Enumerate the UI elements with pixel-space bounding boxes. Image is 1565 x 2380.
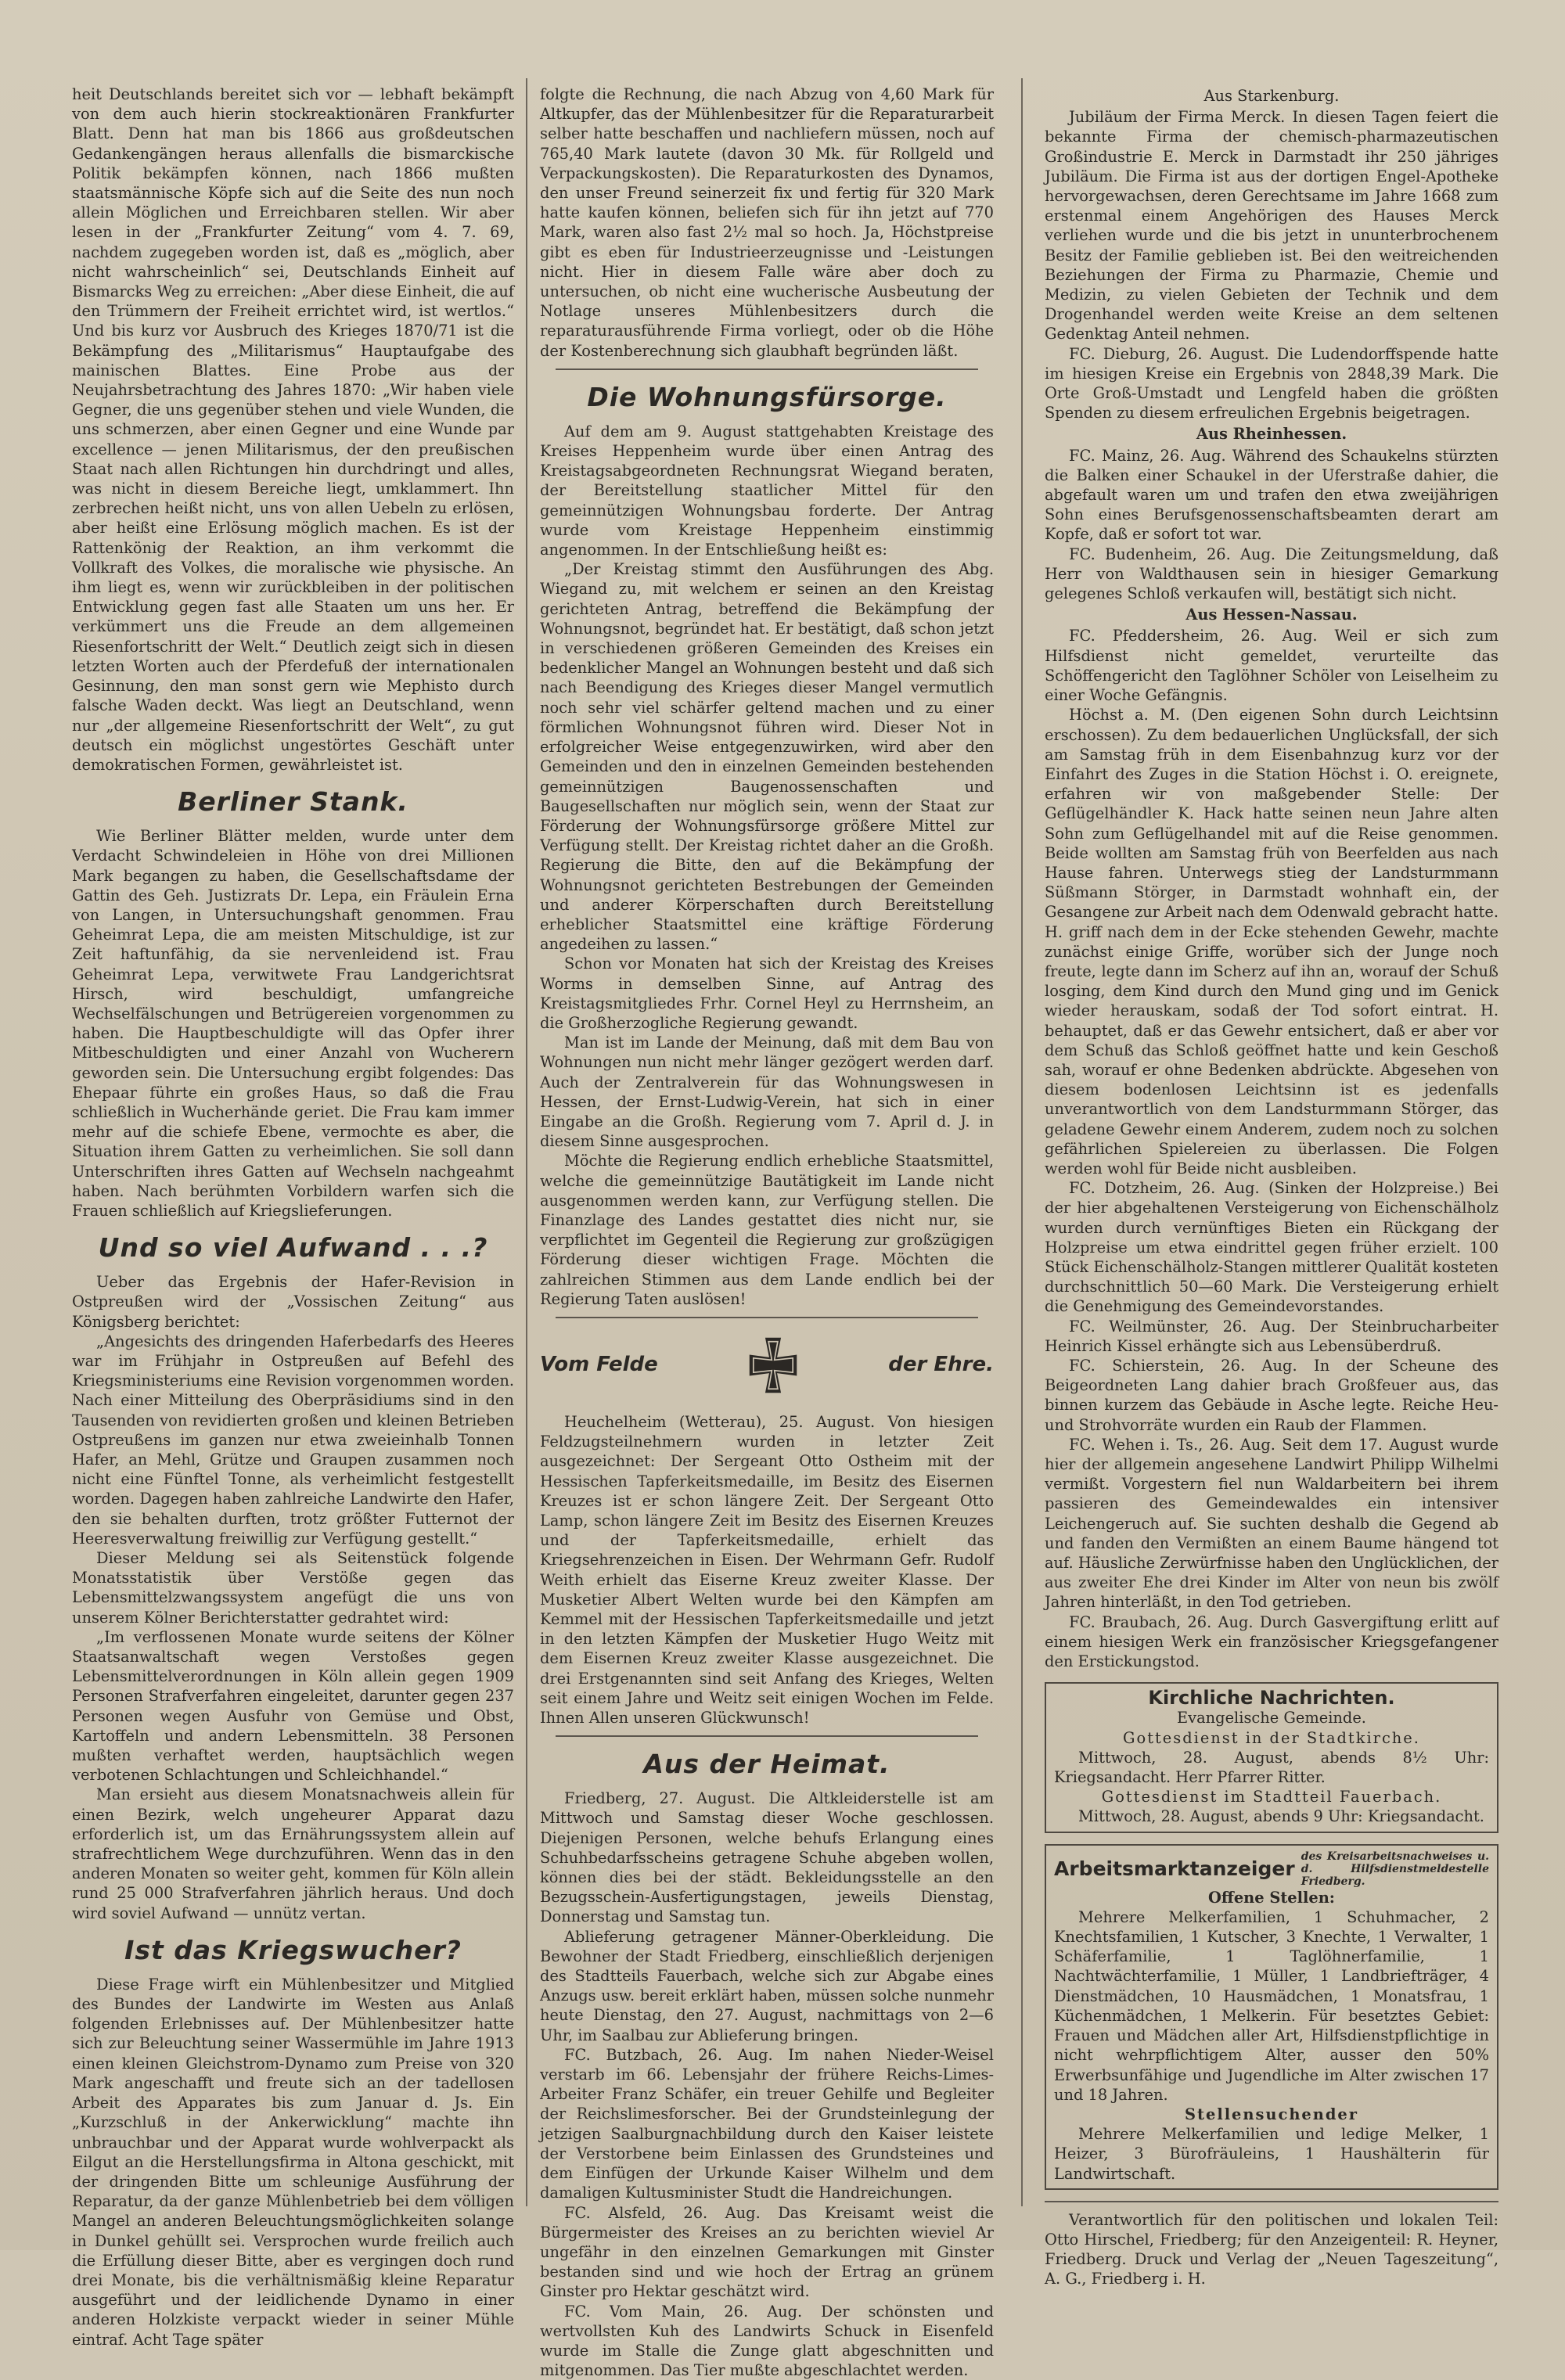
article-continuation: heit Deutschlands bereitet sich vor — lebhaft bekämpft von dem auch hierin stockreaktionären Frankfurter Blatt. Denn hat man bis 1866 aus großdeutschen Gedankengängen heraus allenfalls die bismarckische Politik bekämpfen können, nach 1866 mußten staatsmännische Köpfe sich auf die Seite des nun noch allein Möglichen und Erreichbaren stellen. Wir aber lesen in der „Frankfurter Zeitung“ vom 4. 7. 69, nachdem zugegeben worden ist, daß es „möglich, aber nicht wahrscheinlich“ sei, Deutschlands Einheit auf Bismarcks Weg zu erreichen: „Aber diese Einheit, die auf den Trümmern der Freiheit errichtet wird, ist wertlos.“ Und bis kurz vor Ausbruch des Krieges 1870/71 ist die Bekämpfung des „Militarismus“ Hauptaufgabe des mainischen Blattes. Eine Probe aus der Neujahrsbetrachtung des Jahres 1870: „Wir haben viele Gegner, die uns gegenüber stehen und viele Wunden, die uns schmerzen, aber einen Gegner und eine Wunde par excellence — jenen Militarismus, der den preußischen Staat nach allen Richtungen hin durchdringt und alles, was nicht in diesem Bereiche liegt, umklammert. Ihn zerbrechen heißt nicht, uns von allen Uebeln zu erlösen, aber heißt eine Erlösung möglich machen. Es ist der Rattenkönig der Reaktion, an ihm verkommt die Vollkraft des Volkes, die moralische wie physische. An ihm liegt es, wenn wir zurückbleiben in der politischen Entwicklung gegen fast alle Staaten um uns her. Er verkümmert uns die Freude an dem allgemeinen Riesenfortschritt der Welt.“ Deutlich zeigt sich in diesen letzten Worten auch der Pferdefuß der internationalen Gesinnung, den man sonst gern wie Mephisto durch falsche Waden deckt. Was liegt an Deutschland, wenn nur „der allgemeine Riesenfortschritt der Welt“, zu gut deutsch ein möglichst ungestörtes Geschäft unter demokratischen Formen, gewährleistet ist. bbox=[72, 85, 514, 774]
service-details: Mittwoch, 28. August, abends 8½ Uhr: Kriegsandacht. Herr Pfarrer Ritter. bbox=[1054, 1748, 1489, 1787]
article-continuation: folgte die Rechnung, die nach Abzug von 4,60 Mark für Altkupfer, das der Mühlenbesitzer für die Reparaturarbeit selber hatte beschaffen und nachliefern müssen, noch auf 765,40 Mark lautete (davon 30 Mk. für Rollgeld und Verpackungskosten). Die Reparaturkosten des Dynamos, den unser Freund seinerzeit fix und fertig für 320 Mark hatte kaufen können, beliefen sich für ihn jetzt auf 770 Mark, waren also fast 2½ mal so hoch. Ja, Höchstpreise gibt es eben für Industrieerzeugnisse und -Leistungen nicht. Hier in diesem Falle wäre aber doch zu untersuchen, ob nicht eine wucherische Ausbeutung der Notlage unseres Mühlenbesitzers durch die reparaturausführende Firma vorliegt, oder ob die Höhe der Kostenberechnung sich glaubhaft begründen läßt. bbox=[540, 85, 994, 360]
paragraph: Auf dem am 9. August stattgehabten Kreistage des Kreises Heppenheim wurde über einen Antrag des Kreistagsabgeordneten Rechnungsrat Wiegand beraten, der Bereitstellung staatlicher Mittel für den gemeinnützigen Wohnungsbau forderte. Der Antrag wurde vom Kreistage Heppenheim einstimmig angenommen. In der Entschließung heißt es: bbox=[540, 422, 994, 559]
paragraph: Heuchelheim (Wetterau), 25. August. Von hiesigen Feldzugsteilnehmern wurden in letzter Zeit ausgezeichnet: Der Sergeant Otto Ostheim mit der Hessischen Tapferkeitsmedaille, im Besitz des Eisernen Kreuzes ist er schon längere Zeit. Der Sergeant Otto Lamp, schon längere Zeit im Besitz des Eisernen Kreuzes und der Tapferkeitsmedaille, erhielt das Kriegsehrenzeichen in Eisen. Der Wehrmann Gefr. Rudolf Weith erhielt das Eiserne Kreuz zweiter Klasse. Der Musketier Albert Welten wurde bei den Kämpfen am Kemmel mit der Hessischen Tapferkeitsmedaille und jetzt in den letzten Kämpfen der Musketier Hugo Weitz mit dem Eisernen Kreuz zweiter Klasse ausgezeichnet. Die drei Erstgenannten sind seit Anfang des Krieges, Welten seit einem Jahre und Weitz seit einigen Wochen im Felde. Ihnen Allen unseren Glückwunsch! bbox=[540, 1412, 994, 1727]
job-seekers-title: Stellensuchender bbox=[1185, 2105, 1358, 2123]
column-rule bbox=[526, 78, 527, 2206]
job-market-subtitle: des Kreisarbeitsnachweises u. d. Hilfsdienstmeldestelle Friedberg. bbox=[1301, 1850, 1489, 1888]
paragraph: Man ersieht aus diesem Monatsnachweis allein für einen Bezirk, welch ungeheurer Apparat dazu erforderlich ist, um das Ernährungssystem allein auf strafrechtlichem Wege durchzuführen. Wenn das in den anderen Monaten so weiter geht, kommen für Köln allein rund 25 000 Strafverfahren jährlich heraus. Und doch wird soviel Aufwand — unnütz vertan. bbox=[72, 1785, 514, 1922]
divider bbox=[556, 369, 978, 370]
section-title-right: der Ehre. bbox=[888, 1353, 994, 1377]
headline-kriegswucher: Ist das Kriegswucher? bbox=[124, 1934, 462, 1965]
church-notices-box bbox=[1045, 1682, 1498, 1832]
paragraph: FC. Mainz, 26. Aug. Während des Schaukelns stürzten die Balken einer Schaukel in der Uferstraße dahier, die abgefault waren um und trafen den etwa zweijährigen Sohn eines Berufsgenossenschaftsbeamten derart am Kopfe, daß er sofort tot war. bbox=[1045, 446, 1498, 544]
open-positions-title: Offene Stellen: bbox=[1208, 1888, 1335, 1907]
paragraph: Höchst a. M. (Den eigenen Sohn durch Leichtsinn erschossen). Zu dem bedauerlichen Unglücksfall, der sich am Samstag früh in dem Eisenbahnzug kurz vor der Einfahrt des Zuges in die Station Höchst i. O. ereignete, erfahren wir von maßgebender Stelle: Der Geflügelhändler K. Hack hatte seinen neun Jahre alten Sohn zum Geflügelhandel mit auf die Reise genommen. Beide wollten am Samstag früh von Beerfelden aus nach Hause fahren. Unterwegs stieg der Landsturmmann Süßmann Störger, in Darmstadt wohnhaft ein, der Gesangene zur Arbeit nach dem Odenwald gebracht hatte. H. griff nach dem in der Ecke stehenden Gewehr, machte zunächst einige Griffe, worüber sich der Junge noch freute, legte dann im Scherz auf ihn an, worauf der Schuß losging, dem Kind durch den Mund ging und im Genick wieder herauskam, sodaß der Tod sofort eintrat. H. behauptet, daß er das Gewehr entsichert, daß er aber vor dem Schuß das Schloß geöffnet hatte und kein Geschoß sah, worauf er ohne Bedenken abdrückte. Abgesehen von diesem bodenlosen Leichtsinn ist es jedenfalls unverantwortlich von dem Landsturmmann Störger, das geladene Gewehr einem Anderem, zudem noch zu solchen gefährlichen Spielereien zu überlassen. Die Folgen werden wohl für Beide nicht ausbleiben. bbox=[1045, 706, 1498, 1177]
service-heading: Gottesdienst im Stadtteil Fauerbach. bbox=[1101, 1788, 1442, 1807]
paragraph: Ueber das Ergebnis der Hafer-Revision in Ostpreußen wird der „Vossischen Zeitung“ aus Königsberg berichtet: bbox=[72, 1273, 514, 1331]
church-notices-subtitle: Evangelische Gemeinde. bbox=[1177, 1709, 1366, 1727]
paragraph: Friedberg, 27. August. Die Altkleiderstelle ist am Mittwoch und Samstag dieser Woche geschlossen. Diejenigen Personen, welche behufs Erlangung eines Schuhbedarfsscheins getragene Schuhe abgeben wollen, können dies bei der städt. Bekleidungsstelle an den Bezugsschein-Ausfertigungstagen, jeweils Dienstag, Donnerstag und Samstag tun. bbox=[540, 1789, 994, 1926]
paragraph: Möchte die Regierung endlich erhebliche Staatsmittel, welche die gemeinnützige Bautätigkeit im Lande nicht ausgenommen werden kann, zur Verfügung stellen. Die Finanzlage des Landes gestattet dies nicht nur, sie verpflichtet im Gegenteil die Regierung zur großzügigen Förderung dieser wichtigen Frage. Möchten die zahlreichen Stimmen aus dem Lande endlich bei der Regierung Taten auslösen! bbox=[540, 1152, 994, 1308]
headline-aufwand: Und so viel Aufwand . . .? bbox=[98, 1232, 488, 1264]
paragraph: Schon vor Monaten hat sich der Kreistag des Kreises Worms in demselben Sinne, auf Antrag des Kreistagsmitgliedes Frhr. Cornel Heyl zu Herrnsheim, an die Großherzogliche Regierung gewandt. bbox=[540, 955, 994, 1032]
job-market-box bbox=[1045, 1844, 1498, 2190]
paragraph: FC. Weilmünster, 26. Aug. Der Steinbrucharbeiter Heinrich Kissel erhängte sich aus Lebensüberdruß. bbox=[1045, 1317, 1498, 1355]
column-rule bbox=[1021, 78, 1023, 2206]
open-positions-list: Mehrere Melkerfamilien, 1 Schuhmacher, 2 Knechtsfamilien, 1 Kutscher, 3 Knechte, 1 Verwalter, 1 Schäferfamilie, 1 Taglöhnerfamilie, 1 Nachtwächterfamilie, 1 Müller, 1 Landbriefträger, 4 Dienstmädchen, 10 Hausmädchen, 1 Monatsfrau, 1 Küchenmädchen, 1 Melkerin. Für besetztes Gebiet: Frauen und Mädchen aller Art, Hilfsdienstpflichtige in nicht wehrpflichtigem Alter, ausser den 50% Erwerbsunfähige und Jugendliche im Alter zwischen 17 und 18 Jahren. bbox=[1054, 1907, 1489, 2104]
iron-cross-icon bbox=[740, 1332, 806, 1398]
paragraph: FC. Alsfeld, 26. Aug. Das Kreisamt weist die Bürgermeister des Kreises an zu berichten wieviel Ar ungefähr in den einzelnen Gemarkungen mit Ginster bestanden sind und wie hoch der Ertrag an grünem Ginster pro Hektar geschätzt wird. bbox=[540, 2203, 994, 2301]
job-seekers-list: Mehrere Melkerfamilien und ledige Melker, 1 Heizer, 3 Bürofräuleins, 1 Haushälterin für Landwirtschaft. bbox=[1054, 2125, 1489, 2183]
paragraph: „Der Kreistag stimmt den Ausführungen des Abg. Wiegand zu, mit welchem er seinen an den Kreistag gerichteten Antrag, betreffend die Bekämpfung der Wohnungsnot, begründet hat. Er bestätigt, daß schon jetzt in verschiedenen größeren Gemeinden des Kreises ein bedenklicher Mangel an Wohnungen besteht und daß sich nach Beendigung des Krieges dieser Mangel vermutlich noch sehr viel schärfer geltend machen und zu einer förmlichen Wohnungsnot führen wird. Dieser Not in erfolgreicher Weise entgegenzuwirken, wird aber den Gemeinden und den in einzelnen Gemeinden bestehenden gemeinnützigen Baugenossenschaften und Baugesellschaften nur möglich sein, wenn der Staat zur Förderung der Wohnungsfürsorge größere Mittel zur Verfügung stellt. Der Kreistag richtet daher an die Großh. Regierung die Bitte, den auf die Bekämpfung der Wohnungsnot gerichteten Bestrebungen der Gemeinden und anderer Körperschaften durch Bereitstellung erheblicher Staatsmittel eine kräftige Förderung angedeihen zu lassen.“ bbox=[540, 560, 994, 954]
service-details: Mittwoch, 28. August, abends 9 Uhr: Kriegsandacht. bbox=[1078, 1807, 1484, 1826]
paragraph: FC. Vom Main, 26. Aug. Der schönsten und wertvollsten Kuh des Landwirts Schuck in Eisenfeld wurde im Stalle die Zunge glatt abgeschnitten und mitgenommen. Das Tier mußte abgeschlachtet werden. bbox=[540, 2302, 994, 2380]
section-header-felde bbox=[540, 1332, 994, 1398]
column-left bbox=[72, 84, 514, 2349]
job-market-title: Arbeitsmarktanzeiger bbox=[1054, 1857, 1295, 1881]
paragraph: Ablieferung getragener Männer-Oberkleidung. Die Bewohner der Stadt Friedberg, einschließlich derjenigen des Stadtteils Fauerbach, welche sich zur Abgabe eines Anzugs usw. bereit erklärt haben, müssen solche nunmehr heute Dienstag, den 27. August, nachmittags von 2—6 Uhr, im Saalbau zur Ablieferung bringen. bbox=[540, 1927, 994, 2044]
job-market-header bbox=[1054, 1850, 1489, 1888]
subheading-starkenburg: Aus Starkenburg. bbox=[1203, 87, 1340, 105]
paragraph: FC. Dotzheim, 26. Aug. (Sinken der Holzpreise.) Bei der hier abgehaltenen Versteigerung von Eichenschälholz wurden durch vernünftiges Bieten ein Rückgang der Holzpreise um etwa eindrittel gegen früher erzielt. 100 Stück Eichenschälholz-Stangen mittlerer Qualität kosteten durchschnittlich 50—60 Mark. Die Versteigerung erhielt die Genehmigung des Gemeindevorstandes. bbox=[1045, 1179, 1498, 1316]
paragraph: Dieser Meldung sei als Seitenstück folgende Monatsstatistik über Verstöße gegen das Lebensmittelzwangssystem angefügt die uns von unserem Kölner Berichterstatter gedrahtet wird: bbox=[72, 1549, 514, 1627]
paragraph: FC. Budenheim, 26. Aug. Die Zeitungsmeldung, daß Herr von Waldthausen sein in hiesiger Gemarkung gelegenes Schloß verkaufen will, bestätigt sich nicht. bbox=[1045, 545, 1498, 603]
divider bbox=[556, 1317, 978, 1318]
divider bbox=[1045, 2201, 1498, 2202]
column-middle bbox=[540, 84, 994, 2380]
church-notices-title: Kirchliche Nachrichten. bbox=[1148, 1687, 1395, 1710]
paragraph: FC. Wehen i. Ts., 26. Aug. Seit dem 17. August wurde hier der allgemein angesehene Landwirt Philipp Wilhelmi vermißt. Vorgestern fiel nun Waldarbeitern bei ihrem passieren des Gemeindewaldes ein intensiver Leichengeruch auf. Sie suchten deshalb die Gegend ab und fanden den Vermißten an einem Baume hängend tot auf. Häusliche Zerwürfnisse haben den Unglücklichen, der aus zweiter Ehe drei Kinder im Alter von neun bis zwölf Jahren hinterläßt, in den Tod getrieben. bbox=[1045, 1435, 1499, 1612]
subheading-rheinhessen: Aus Rheinhessen. bbox=[1196, 425, 1347, 444]
paragraph: FC. Dieburg, 26. August. Die Ludendorffspende hatte im hiesigen Kreise ein Ergebnis von 2848,39 Mark. Die Orte Groß-Umstadt und Lengfeld haben die größten Spenden zu diesem erfreulichen Ergebnis beigetragen. bbox=[1045, 344, 1498, 422]
service-heading: Gottesdienst in der Stadtkirche. bbox=[1123, 1728, 1420, 1747]
paragraph: FC. Schierstein, 26. Aug. In der Scheune des Beigeordneten Lang dahier brach Großfeuer aus, das binnen kurzem das Gebäude in Asche legte. Reiche Heu- und Strohvorräte wurden ein Raub der Flammen. bbox=[1045, 1357, 1498, 1434]
paragraph: FC. Pfeddersheim, 26. Aug. Weil er sich zum Hilfsdienst nicht gemeldet, verurteilte das Schöffengericht den Taglöhner Schöler von Leiselheim zu einer Woche Gefängnis. bbox=[1045, 627, 1498, 705]
column-right bbox=[1045, 84, 1499, 2288]
paragraph: „Angesichts des dringenden Haferbedarfs des Heeres war im Frühjahr in Ostpreußen auf Befehl des Kriegsministeriums eine Revision vorgenommen worden. Nach einer Mitteilung des Oberpräsidiums sind in den Tausenden von revidierten großen und kleinen Betrieben Ostpreußens im ganzen nur etwa zweieinhalb Tonnen Hafer, an Mehl, Grütze und Graupen zusammen noch nicht eine Fünftel Tonne, als verheimlicht festgestellt worden. Dagegen haben zahlreiche Landwirte den Hafer, den sie behalten durften, trotz größter Futternot der Heeresverwaltung freiwillig zur Verfügung gestellt.“ bbox=[72, 1332, 514, 1548]
paragraph: FC. Braubach, 26. Aug. Durch Gasvergiftung erlitt auf einem hiesigen Werk ein französischer Kriegsgefangener den Erstickungstod. bbox=[1045, 1612, 1498, 1671]
paragraph: Jubiläum der Firma Merck. In diesen Tagen feiert die bekannte Firma der chemisch-pharmazeutischen Großindustrie E. Merck in Darmstadt ihr 250 jähriges Jubiläum. Die Firma ist aus der dortigen Engel-Apotheke hervorgewachsen, deren Gerechtsame im Jahre 1668 zum erstenmal einem Angehörigen des Hauses Merck verliehen wurde und die bis jetzt in ununterbrochenem Besitz der Familie geblieben ist. Bei den weitreichenden Beziehungen der Firma zu Pharmazie, Chemie und Medizin, zu vielen Gebieten der Technik und dem Drogenhandel werden weite Kreise an dem seltenen Gedenktag Anteil nehmen. bbox=[1045, 108, 1498, 343]
imprint: Verantwortlich für den politischen und lokalen Teil: Otto Hirschel, Friedberg; für den Anzeigenteil: R. Heyner, Friedberg. Druck und Verlag der „Neuen Tageszeitung“, A. G., Friedberg i. H. bbox=[1045, 2210, 1498, 2288]
divider bbox=[556, 1735, 978, 1737]
paragraph: Man ist im Lande der Meinung, daß mit dem Bau von Wohnungen nun nicht mehr länger gezögert werden darf. Auch der Zentralverein für das Wohnungswesen in Hessen, der Ernst-Ludwig-Verein, hat sich in einer Eingabe an die Großh. Regierung vom 7. April d. J. in diesem Sinne ausgesprochen. bbox=[540, 1034, 994, 1151]
subheading-hessen-nassau: Aus Hessen-Nassau. bbox=[1185, 606, 1358, 624]
headline-berliner-stank: Berliner Stank. bbox=[178, 786, 408, 818]
paragraph: „Im verflossenen Monate wurde seitens der Kölner Staatsanwaltschaft wegen Verstoßes gegen Lebensmittelverordnungen in Köln allein gegen 1909 Personen Strafverfahren eingeleitet, darunter gegen 237 Personen wegen Ausfuhr von Gemüse und Obst, Kartoffeln und andern Lebensmitteln. 38 Personen mußten verhaftet werden, hauptsächlich wegen verbotenen Schlachtungen und Schleichhandel.“ bbox=[72, 1627, 514, 1785]
paragraph: FC. Butzbach, 26. Aug. Im nahen Nieder-Weisel verstarb im 66. Lebensjahr der frühere Reichs-Limes-Arbeiter Franz Schäfer, ein treuer Gehilfe und Begleiter der Reichslimesforscher. Bei der Grundsteinlegung der jetzigen Saalburgnachbildung durch den Kaiser leistete der Verstorbene beim Einlassen des Grundsteines und dem Einfügen der Urkunde Kaiser Wilhelm und dem damaligen Kultusminister Studt die Handreichungen. bbox=[540, 2045, 994, 2202]
paragraph: Diese Frage wirft ein Mühlenbesitzer und Mitglied des Bundes der Landwirte im Westen aus Anlaß folgenden Erlebnisses auf. Der Mühlenbesitzer hatte sich zur Beleuchtung seiner Wassermühle im Jahre 1913 einen kleinen Gleichstrom-Dynamo zum Preise von 320 Mark angeschafft und freute sich an der tadellosen Arbeit des Apparates bis zum Januar d. Js. Ein „Kurzschluß in der Ankerwicklung“ machte ihn unbrauchbar und der Apparat wurde wohlverpackt als Eilgut an die Herstellungsfirma in Altona geschickt, mit der dringenden Bitte um schleunige Ausführung der Reparatur, da der ganze Mühlenbetrieb bei dem völligen Mangel an anderen Beleuchtungsmöglichkeiten solange in Dunkel gehüllt sei. Versprochen wurde freilich auch die Erfüllung dieser Bitte, aber es vergingen doch rund drei Monate, bis die verhältnismäßig kleine Reparatur ausgeführt und der leidlichende Dynamo in einer anderen Holzkiste verpackt wieder in seiner Mühle eintraf. Acht Tage später bbox=[72, 1975, 514, 2349]
section-title-left: Vom Felde bbox=[540, 1353, 658, 1377]
paragraph: Wie Berliner Blätter melden, wurde unter dem Verdacht Schwindeleien in Höhe von drei Millionen Mark begangen zu haben, die Gesellschaftsdame der Gattin des Geh. Justizrats Dr. Lepa, ein Fräulein Erna von Langen, in Untersuchungshaft genommen. Frau Geheimrat Lepa, die am meisten Mitschuldige, ist zur Zeit haftunfähig, da sie nervenleidend ist. Frau Geheimrat Lepa, verwitwete Frau Landgerichtsrat Hirsch, wird beschuldigt, umfangreiche Wechselfälschungen und Betrügereien vorgenommen zu haben. Die Hauptbeschuldigte will das Opfer ihrer Mitbeschuldigten und einer Anzahl von Wucherern geworden sein. Die Untersuchung ergibt folgendes: Das Ehepaar führte ein großes Haus, so daß die Frau schließlich in Wucherhände geriet. Die Frau kam immer mehr auf die schiefe Ebene, vermochte es aber, die Situation ihrem Gatten zu verheimlichen. Sie soll dann Unterschriften ihres Gatten auf Wechseln nachgeahmt haben. Nach berühmten Vorbildern warfen sich die Frauen schließlich auf Kriegslieferungen. bbox=[72, 827, 514, 1220]
headline-wohnungsfuersorge: Die Wohnungsfürsorge. bbox=[587, 381, 947, 412]
headline-heimat: Aus der Heimat. bbox=[643, 1749, 890, 1780]
